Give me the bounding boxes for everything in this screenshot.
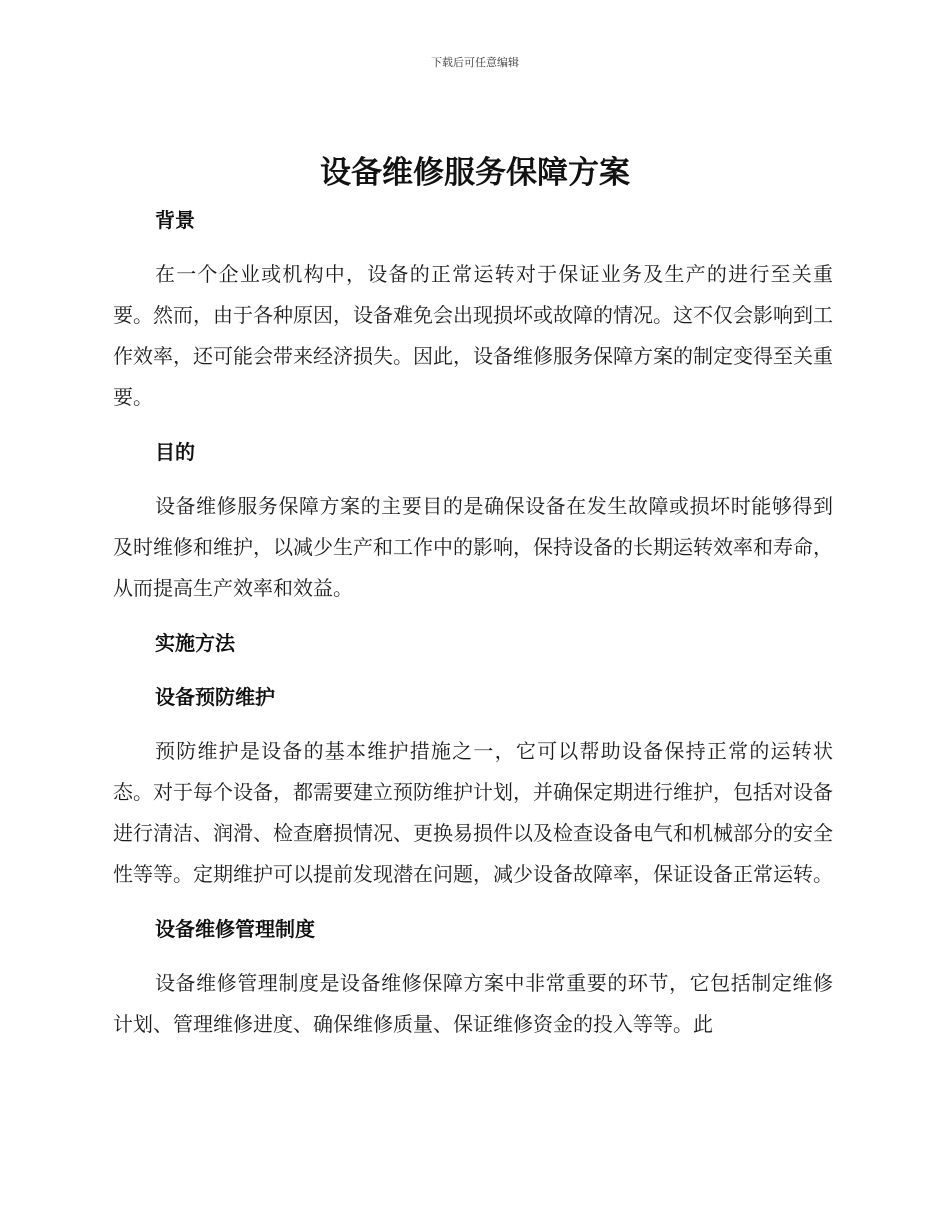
section-heading-background: 背景 xyxy=(155,208,195,232)
section-heading-purpose: 目的 xyxy=(155,440,195,464)
document-body xyxy=(113,200,833,1045)
spacer xyxy=(113,472,833,486)
spacer xyxy=(113,663,833,677)
header-note: 下载后可任意编辑 xyxy=(431,56,519,69)
paragraph-background: 在一个企业或机构中，设备的正常运转对于保证业务及生产的进行至关重要。然而，由于各种原因，设备难免会出现损坏或故障的情况。这不仅会影响到工作效率，还可能会带来经济损失。因此，设备维修服务保障方案的制定变得至关重要。 xyxy=(113,262,833,409)
section-heading-management: 设备维修管理制度 xyxy=(155,917,315,941)
paragraph-purpose: 设备维修服务保障方案的主要目的是确保设备在发生故障或损坏时能够得到及时维修和维护，以减少生产和工作中的影响，保持设备的长期运转效率和寿命，从而提高生产效率和效益。 xyxy=(113,494,833,600)
spacer xyxy=(113,717,833,731)
spacer xyxy=(113,609,833,623)
spacer xyxy=(113,949,833,963)
spacer xyxy=(113,895,833,909)
spacer xyxy=(113,418,833,432)
document-title: 设备维修服务保障方案 xyxy=(320,155,630,191)
spacer xyxy=(113,240,833,254)
paragraph-preventive: 预防维护是设备的基本维护措施之一，它可以帮助设备保持正常的运转状态。对于每个设备，都需要建立预防维护计划，并确保定期进行维护，包括对设备进行清洁、润滑、检查磨损情况、更换易损件以及检查设备电气和机械部分的安全性等等。定期维护可以提前发现潜在问题，减少设备故障率，保证设备正常运转。 xyxy=(113,739,833,886)
section-heading-preventive: 设备预防维护 xyxy=(155,685,275,709)
paragraph-management: 设备维修管理制度是设备维修保障方案中非常重要的环节，它包括制定维修计划、管理维修进度、确保维修质量、保证维修资金的投入等等。此 xyxy=(113,971,833,1036)
section-heading-implementation: 实施方法 xyxy=(155,631,235,655)
